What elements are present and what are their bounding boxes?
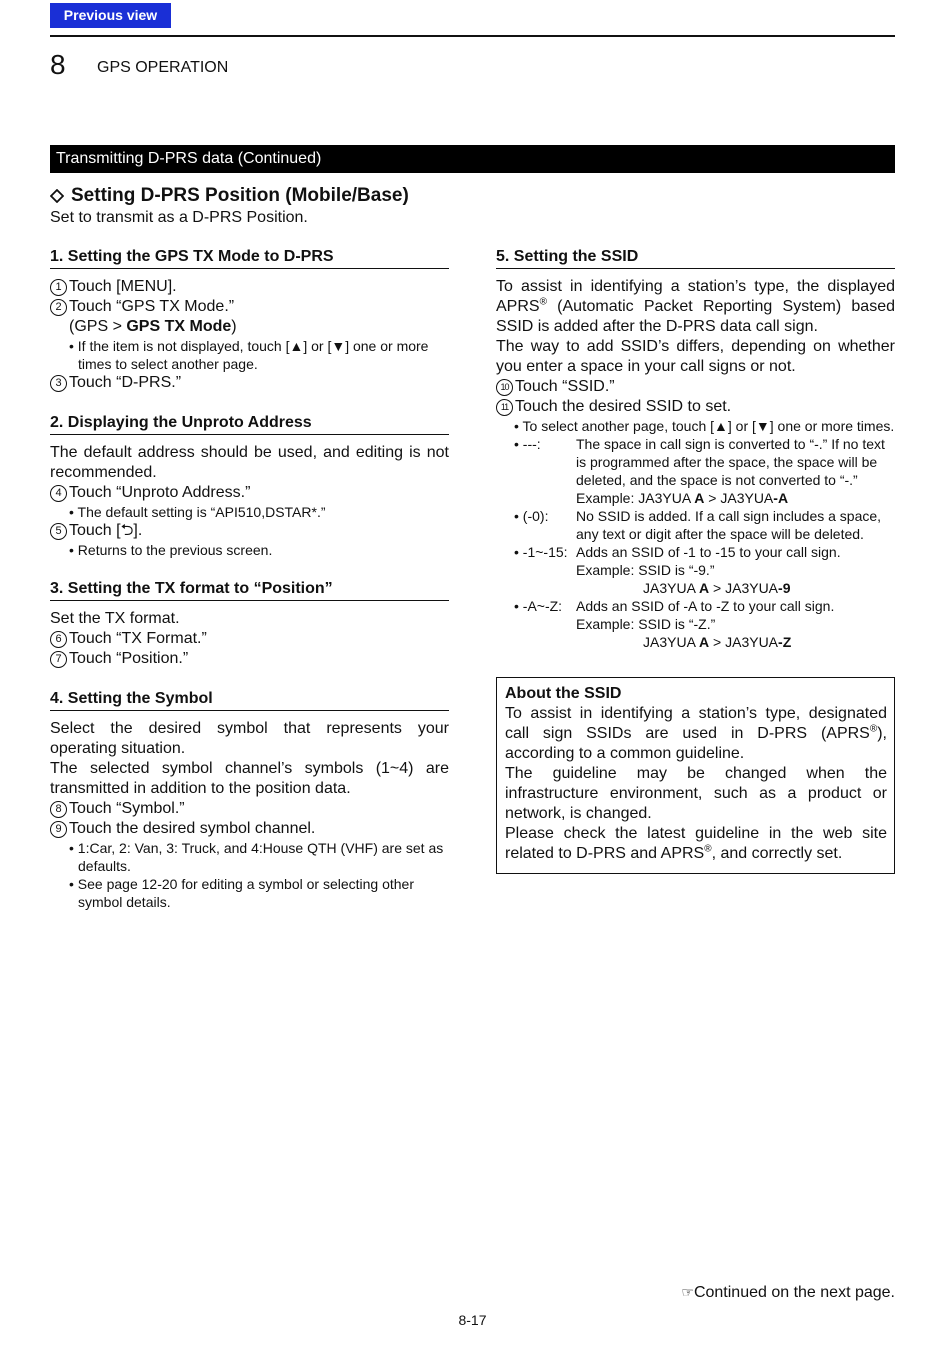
- step-8: [50, 799, 449, 819]
- ssid-example: Example: SSID is “-9.”: [576, 562, 715, 578]
- section-4-heading: 4. Setting the Symbol: [50, 688, 449, 711]
- ssid-example-mid: > JA3YUA: [704, 490, 774, 506]
- ssid-example-2-pre: JA3YUA: [643, 580, 700, 596]
- menu-path-post: ): [231, 318, 237, 335]
- step-6: [50, 629, 449, 649]
- ssid-def-value: [576, 435, 895, 507]
- down-triangle-icon: ▼: [331, 338, 346, 354]
- up-triangle-icon: ▲: [714, 418, 728, 434]
- bullet-text-pre: If the item is not displayed, touch [: [77, 338, 290, 354]
- continued-note: [681, 1282, 895, 1303]
- up-triangle-icon: ▲: [289, 338, 304, 354]
- subsection-title-text: Setting D-PRS Position (Mobile/Base): [71, 185, 409, 206]
- ssid-example-2-bold-2: -Z: [778, 634, 792, 650]
- step-number-9: 9: [50, 821, 67, 838]
- continued-text: Continued on the next page.: [693, 1284, 895, 1301]
- section-5-heading: 5. Setting the SSID: [496, 246, 895, 269]
- ssid-def-text: Adds an SSID of -A to -Z to your call sign.: [576, 598, 835, 614]
- back-arrow-icon: ⮌: [120, 522, 134, 539]
- bullet-returns-text: Returns to the previous screen.: [77, 542, 273, 558]
- step-2-text: Touch “GPS TX Mode.”: [69, 298, 235, 315]
- registered-mark: ®: [869, 723, 878, 735]
- ssid-def-alpha: [496, 597, 895, 651]
- subsection-description: Set to transmit as a D-PRS Position.: [50, 209, 308, 226]
- ssid-def-key-text: ---:: [522, 436, 541, 452]
- ssid-example-pre: Example: JA3YUA: [576, 490, 695, 506]
- section-4-body-1: Select the desired symbol that represents your operating situation.: [50, 720, 449, 757]
- about-p3-post: , and correctly set.: [711, 845, 843, 862]
- ssid-example-2-mid: > JA3YUA: [709, 634, 779, 650]
- bullet-select-pre: To select another page, touch [: [522, 418, 715, 434]
- pointing-hand-icon: ☞: [681, 1284, 694, 1300]
- step-9: [50, 819, 449, 839]
- bullet-page-select: • If the item is not displayed, touch [▲] or [▼] one or more times to select another page.: [69, 338, 429, 372]
- step-number-11: 11: [496, 399, 513, 416]
- step-7-text: Touch “Position.”: [69, 650, 189, 667]
- section-5-body-1: [496, 277, 895, 337]
- ssid-example-2-bold-2: -9: [778, 580, 791, 596]
- step-number-7: 7: [50, 651, 67, 668]
- step-number-4: 4: [50, 485, 67, 502]
- left-column: [50, 246, 449, 930]
- ssid-example-2-mid: > JA3YUA: [709, 580, 779, 596]
- step-6-text: Touch “TX Format.”: [69, 630, 207, 647]
- bullet-text-post: ] one or more times to select another page.: [78, 338, 429, 372]
- step-1: [50, 277, 449, 297]
- page-number: 8-17: [458, 1312, 487, 1328]
- ssid-def-key: • (-0):: [514, 508, 549, 524]
- previous-view-button[interactable]: Previous view: [50, 3, 171, 28]
- ssid-example-2-bold: A: [699, 580, 710, 596]
- section-1-heading: 1. Setting the GPS TX Mode to D-PRS: [50, 246, 449, 269]
- step-number-6: 6: [50, 631, 67, 648]
- bullet-select-mid: ] or [: [727, 418, 756, 434]
- step-5-pre: Touch [: [69, 522, 121, 539]
- ssid-def-value: No SSID is added. If a call sign includes a space, any text or digit after the space will be deleted.: [576, 508, 882, 542]
- right-column: [496, 246, 895, 874]
- bullet-default-setting: • The default setting is “API510,DSTAR*.”: [69, 504, 326, 520]
- ssid-example-bold: A: [694, 490, 705, 506]
- step-number-5: 5: [50, 523, 67, 540]
- subsection-title: [50, 184, 409, 208]
- chapter-title: GPS OPERATION: [97, 59, 229, 76]
- step-4-text: Touch “Unproto Address.”: [69, 484, 251, 501]
- ssid-example-2: [576, 634, 791, 650]
- ssid-def-key-text: -A~-Z:: [522, 598, 563, 614]
- menu-path-pre: (GPS >: [69, 318, 127, 335]
- down-triangle-icon: ▼: [755, 418, 770, 434]
- section-2-heading: 2. Displaying the Unproto Address: [50, 412, 449, 435]
- ssid-def-numeric: [496, 543, 895, 597]
- about-ssid-title: About the SSID: [505, 685, 622, 702]
- ssid-def-text: The space in call sign is converted to “-.” If no text is programmed after the space, the space will be deleted, and the space is not converted to “-.”: [576, 436, 885, 488]
- step-4: [50, 483, 449, 503]
- section-5-body-1-post: (Automatic Packet Reporting System) based SSID is added after the D-PRS data call sign.: [496, 298, 895, 335]
- ssid-def-key-text: -1~-15:: [522, 544, 568, 560]
- step-8-text: Touch “Symbol.”: [69, 800, 185, 817]
- section-3: [50, 578, 449, 669]
- section-bar: Transmitting D-PRS data (Continued): [50, 145, 895, 173]
- ssid-def-key: • -A~-Z:: [514, 598, 563, 614]
- about-p3-pre: Please check the latest guideline in the web site related to D-PRS and APRS: [505, 825, 887, 862]
- chapter-number: 8: [50, 49, 66, 80]
- ssid-example-2-bold: A: [699, 634, 710, 650]
- section-5: [496, 246, 895, 651]
- header-rule: [50, 35, 895, 37]
- bullet-returns: • Returns to the previous screen.: [69, 542, 273, 558]
- ssid-example-bold-2: -A: [773, 490, 789, 506]
- diamond-outline-icon: [50, 189, 64, 203]
- ssid-def-value: [576, 597, 895, 651]
- ssid-def-zero: [496, 507, 895, 543]
- about-ssid-p3: [505, 824, 887, 864]
- step-5-post: ].: [133, 522, 143, 539]
- step-11-text: Touch the desired SSID to set.: [515, 398, 732, 415]
- step-2: [50, 297, 449, 317]
- step-3: [50, 373, 449, 393]
- step-number-2: 2: [50, 299, 67, 316]
- section-2-body: The default address should be used, and editing is not recommended.: [50, 444, 449, 481]
- section-2: [50, 412, 449, 559]
- registered-mark: ®: [539, 296, 547, 308]
- step-number-3: 3: [50, 375, 67, 392]
- ssid-def-text: Adds an SSID of -1 to -15 to your call sign.: [576, 544, 841, 560]
- menu-path: [50, 317, 449, 337]
- bullet-see-page-text: See page 12-20 for editing a symbol or selecting other symbol details.: [77, 876, 415, 910]
- bullet-defaults-text: 1:Car, 2: Van, 3: Truck, and 4:House QTH (VHF) are set as defaults.: [77, 840, 444, 874]
- section-5-body-1-pre: To assist in identifying a station’s type, the displayed APRS: [496, 278, 895, 315]
- bullet-text-mid: ] or [: [303, 338, 332, 354]
- bullet-defaults: • 1:Car, 2: Van, 3: Truck, and 4:House QTH (VHF) are set as defaults.: [69, 840, 444, 874]
- step-1-text: Touch [MENU].: [69, 278, 177, 295]
- section-5-body-2: The way to add SSID’s differs, depending on whether you enter a space in your call signs or not.: [496, 338, 895, 375]
- step-number-10: 10: [496, 379, 513, 396]
- section-3-body: Set the TX format.: [50, 610, 180, 627]
- ssid-example-2-pre: JA3YUA: [643, 634, 700, 650]
- ssid-def-dashes: [496, 435, 895, 507]
- step-3-text: Touch “D-PRS.”: [69, 374, 182, 391]
- step-10: [496, 377, 895, 397]
- step-number-1: 1: [50, 279, 67, 296]
- registered-mark: ®: [704, 843, 712, 855]
- step-5: [50, 521, 449, 541]
- menu-path-bold: GPS TX Mode: [126, 318, 232, 335]
- step-9-text: Touch the desired symbol channel.: [69, 820, 316, 837]
- bullet-select-page: • To select another page, touch [▲] or [▼] one or more times.: [514, 418, 895, 434]
- ssid-def-key-text: (-0):: [522, 508, 549, 524]
- ssid-def-key: • -1~-15:: [514, 544, 568, 560]
- bullet-default-text: The default setting is “API510,DSTAR*.”: [77, 504, 326, 520]
- section-4-body-2: The selected symbol channel’s symbols (1~4) are transmitted in addition to the position data.: [50, 760, 449, 797]
- section-3-heading: 3. Setting the TX format to “Position”: [50, 578, 449, 601]
- section-1: [50, 246, 449, 393]
- step-number-8: 8: [50, 801, 67, 818]
- about-p1-post: ), according to a common guideline.: [505, 725, 887, 762]
- step-7: [50, 649, 449, 669]
- bullet-select-post: ] one or more times.: [769, 418, 895, 434]
- ssid-def-value: [576, 543, 895, 597]
- section-4: [50, 688, 449, 911]
- about-p1-pre: To assist in identifying a station’s type, designated call sign SSIDs are used in D-PRS (APRS: [505, 705, 887, 742]
- bullet-see-page: • See page 12-20 for editing a symbol or selecting other symbol details.: [69, 876, 415, 910]
- about-ssid-p1: [505, 704, 887, 764]
- ssid-example: Example: SSID is “-Z.”: [576, 616, 716, 632]
- step-10-text: Touch “SSID.”: [515, 378, 615, 395]
- ssid-def-key: • ---:: [514, 436, 541, 452]
- step-11: [496, 397, 895, 417]
- ssid-example-2: [576, 580, 790, 596]
- about-ssid-box: [496, 677, 895, 874]
- about-ssid-p2: The guideline may be changed when the infrastructure environment, such as a product or network, is changed.: [505, 765, 887, 822]
